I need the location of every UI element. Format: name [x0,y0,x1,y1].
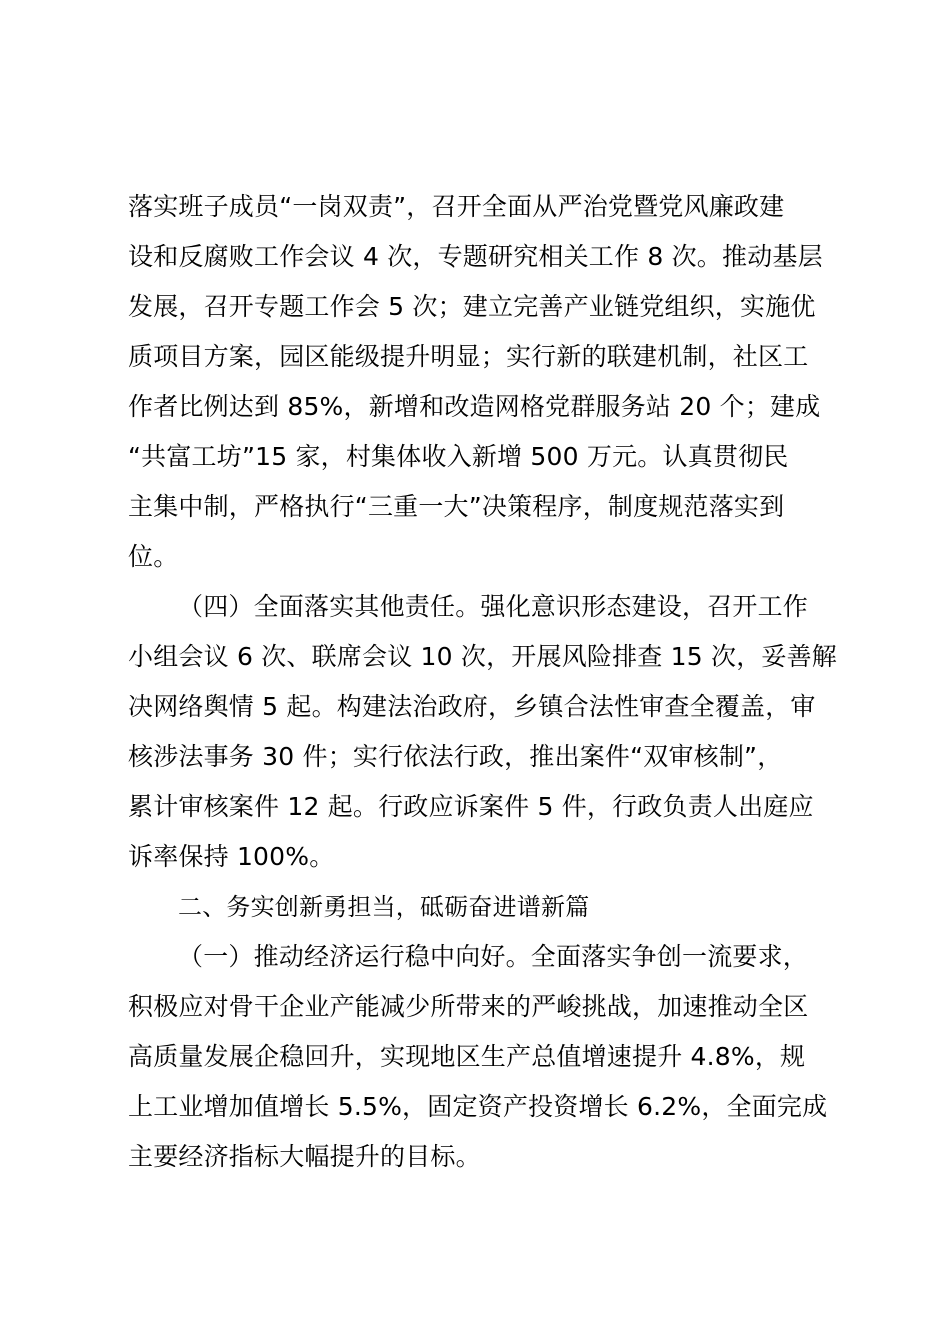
document-body [128,182,838,1182]
paragraph-start-line: （四）全面落实其他责任。强化意识形态建设，召开工作 [178,592,809,621]
text-line: 主要经济指标大幅提升的目标。 [128,1142,481,1171]
text-line: 核涉法事务 30 件；实行依法行政，推出案件“双审核制”， [128,742,783,771]
text-line: 主集中制，严格执行“三重一大”决策程序，制度规范落实到 [128,492,785,521]
paragraph-start-line: （一）推动经济运行稳中向好。全面落实争创一流要求， [178,942,809,971]
text-line: 小组会议 6 次、联席会议 10 次，开展风险排查 15 次，妥善解 [128,642,838,671]
text-line: 决网络舆情 5 起。构建法治政府，乡镇合法性审查全覆盖，审 [128,692,816,721]
text-line: 高质量发展企稳回升，实现地区生产总值增速提升 4.8%，规 [128,1042,806,1071]
text-line: 设和反腐败工作会议 4 次，专题研究相关工作 8 次。推动基层 [128,242,823,271]
text-line: 发展，召开专题工作会 5 次；建立完善产业链党组织，实施优 [128,292,816,321]
text-line: 作者比例达到 85%，新增和改造网格党群服务站 20 个；建成 [128,392,821,421]
text-line: 上工业增加值增长 5.5%，固定资产投资增长 6.2%，全面完成 [128,1092,828,1121]
text-line: “共富工坊”15 家，村集体收入新增 500 万元。认真贯彻民 [128,442,789,471]
text-line: 位。 [128,542,179,571]
text-line: 质项目方案，园区能级提升明显；实行新的联建机制，社区工 [128,342,809,371]
text-line: 落实班子成员“一岗双责”，召开全面从严治党暨党风廉政建 [128,192,785,221]
text-line: 累计审核案件 12 起。行政应诉案件 5 件，行政负责人出庭应 [128,792,814,821]
text-line: 积极应对骨干企业产能减少所带来的严峻挑战，加速推动全区 [128,992,809,1021]
text-line: 诉率保持 100%。 [128,842,335,871]
section-heading: 二、务实创新勇担当，砥砺奋进谱新篇 [178,893,590,921]
